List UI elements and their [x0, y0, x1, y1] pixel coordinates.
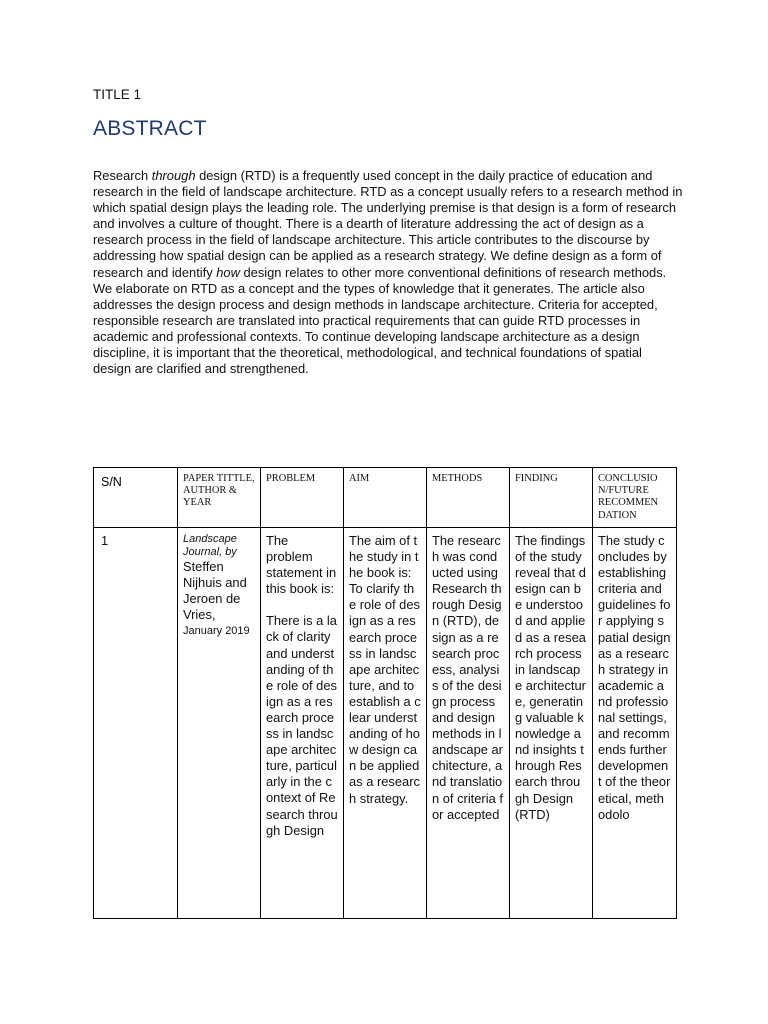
header-paper: PAPER TITTLE, AUTHOR & YEAR — [178, 468, 261, 528]
abstract-heading: ABSTRACT — [93, 117, 207, 140]
header-conclusion: CONCLUSIO N/FUTURE RECOMMEN DATION — [593, 468, 677, 528]
header-aim: AIM — [344, 468, 427, 528]
cell-problem — [261, 528, 344, 919]
table-row — [94, 528, 677, 919]
cell-aim: The aim of the study in the book is: To clarify the role of design as a research process in landscape architecture, and to establish a clear understanding of how design can be applied as a research strategy. — [344, 528, 427, 919]
abstract-text-1: Research — [93, 168, 152, 183]
cell-sn: 1 — [94, 528, 178, 919]
cell-conclusion: The study concludes by establishing criteria and guidelines for applying spatial design as a research strategy in academic and professional settings, and recommends further development of the theoretical, methodolo — [593, 528, 677, 919]
abstract-emphasis-how: how — [216, 264, 240, 280]
header-methods: METHODS — [427, 468, 510, 528]
literature-review-table — [93, 467, 677, 919]
abstract-emphasis-through: through — [151, 168, 196, 183]
cell-paper — [178, 528, 261, 919]
abstract-paragraph — [93, 168, 683, 377]
abstract-text-2: design (RTD) is a frequently used concept in the daily practice of education and research in the field of landscape architecture. RTD as a concept usually refers to a research method in which spatial design plays the leading role. The underlying premise is that design is a form of research and involves a culture of thought. There is a dearth of literature addressing the act of design as a research process in the field of landscape architecture. This article contributes to the discourse by addressing how spatial design can be applied as a research strategy. We define design as a form of research and identify — [93, 168, 683, 280]
paper-date: January 2019 — [183, 625, 250, 638]
header-problem: PROBLEM — [261, 468, 344, 528]
document-title: TITLE 1 — [93, 87, 142, 102]
cell-finding: The findings of the study reveal that design can be understood and applied as a research process in landscape architecture, generating valuable knowledge and insights through Research through Design (RTD) — [510, 528, 593, 919]
header-sn: S/N — [94, 468, 178, 528]
paper-journal: Landscape Journal, by — [183, 533, 237, 558]
cell-methods: The research was conducted using Research through Design (RTD), design as a research process, analysis of the design process and design methods in landscape architecture, and translation of criteria for accepted — [427, 528, 510, 919]
problem-statement-intro: The problem statement in this book is: — [266, 533, 337, 597]
problem-statement: There is a lack of clarity and understanding of the role of design as a research process in landscape architecture, particularly in the context of Research through Design — [266, 613, 338, 838]
header-finding: FINDING — [510, 468, 593, 528]
table-header-row — [94, 468, 677, 528]
paper-authors: Steffen Nijhuis and Jeroen de Vries, — [183, 559, 247, 623]
abstract-text-3: design relates to other more conventional definitions of research methods. We elaborate on RTD as a concept and the types of knowledge that it generates. The article also addresses the design process and design methods in landscape architecture. Criteria for accepted, responsible research are translated into practical requirements that can guide RTD processes in academic and professional contexts. To continue developing landscape architecture as a design discipline, it is important that the theoretical, methodological, and technical foundations of spatial design are clarified and strengthened. — [93, 264, 667, 377]
